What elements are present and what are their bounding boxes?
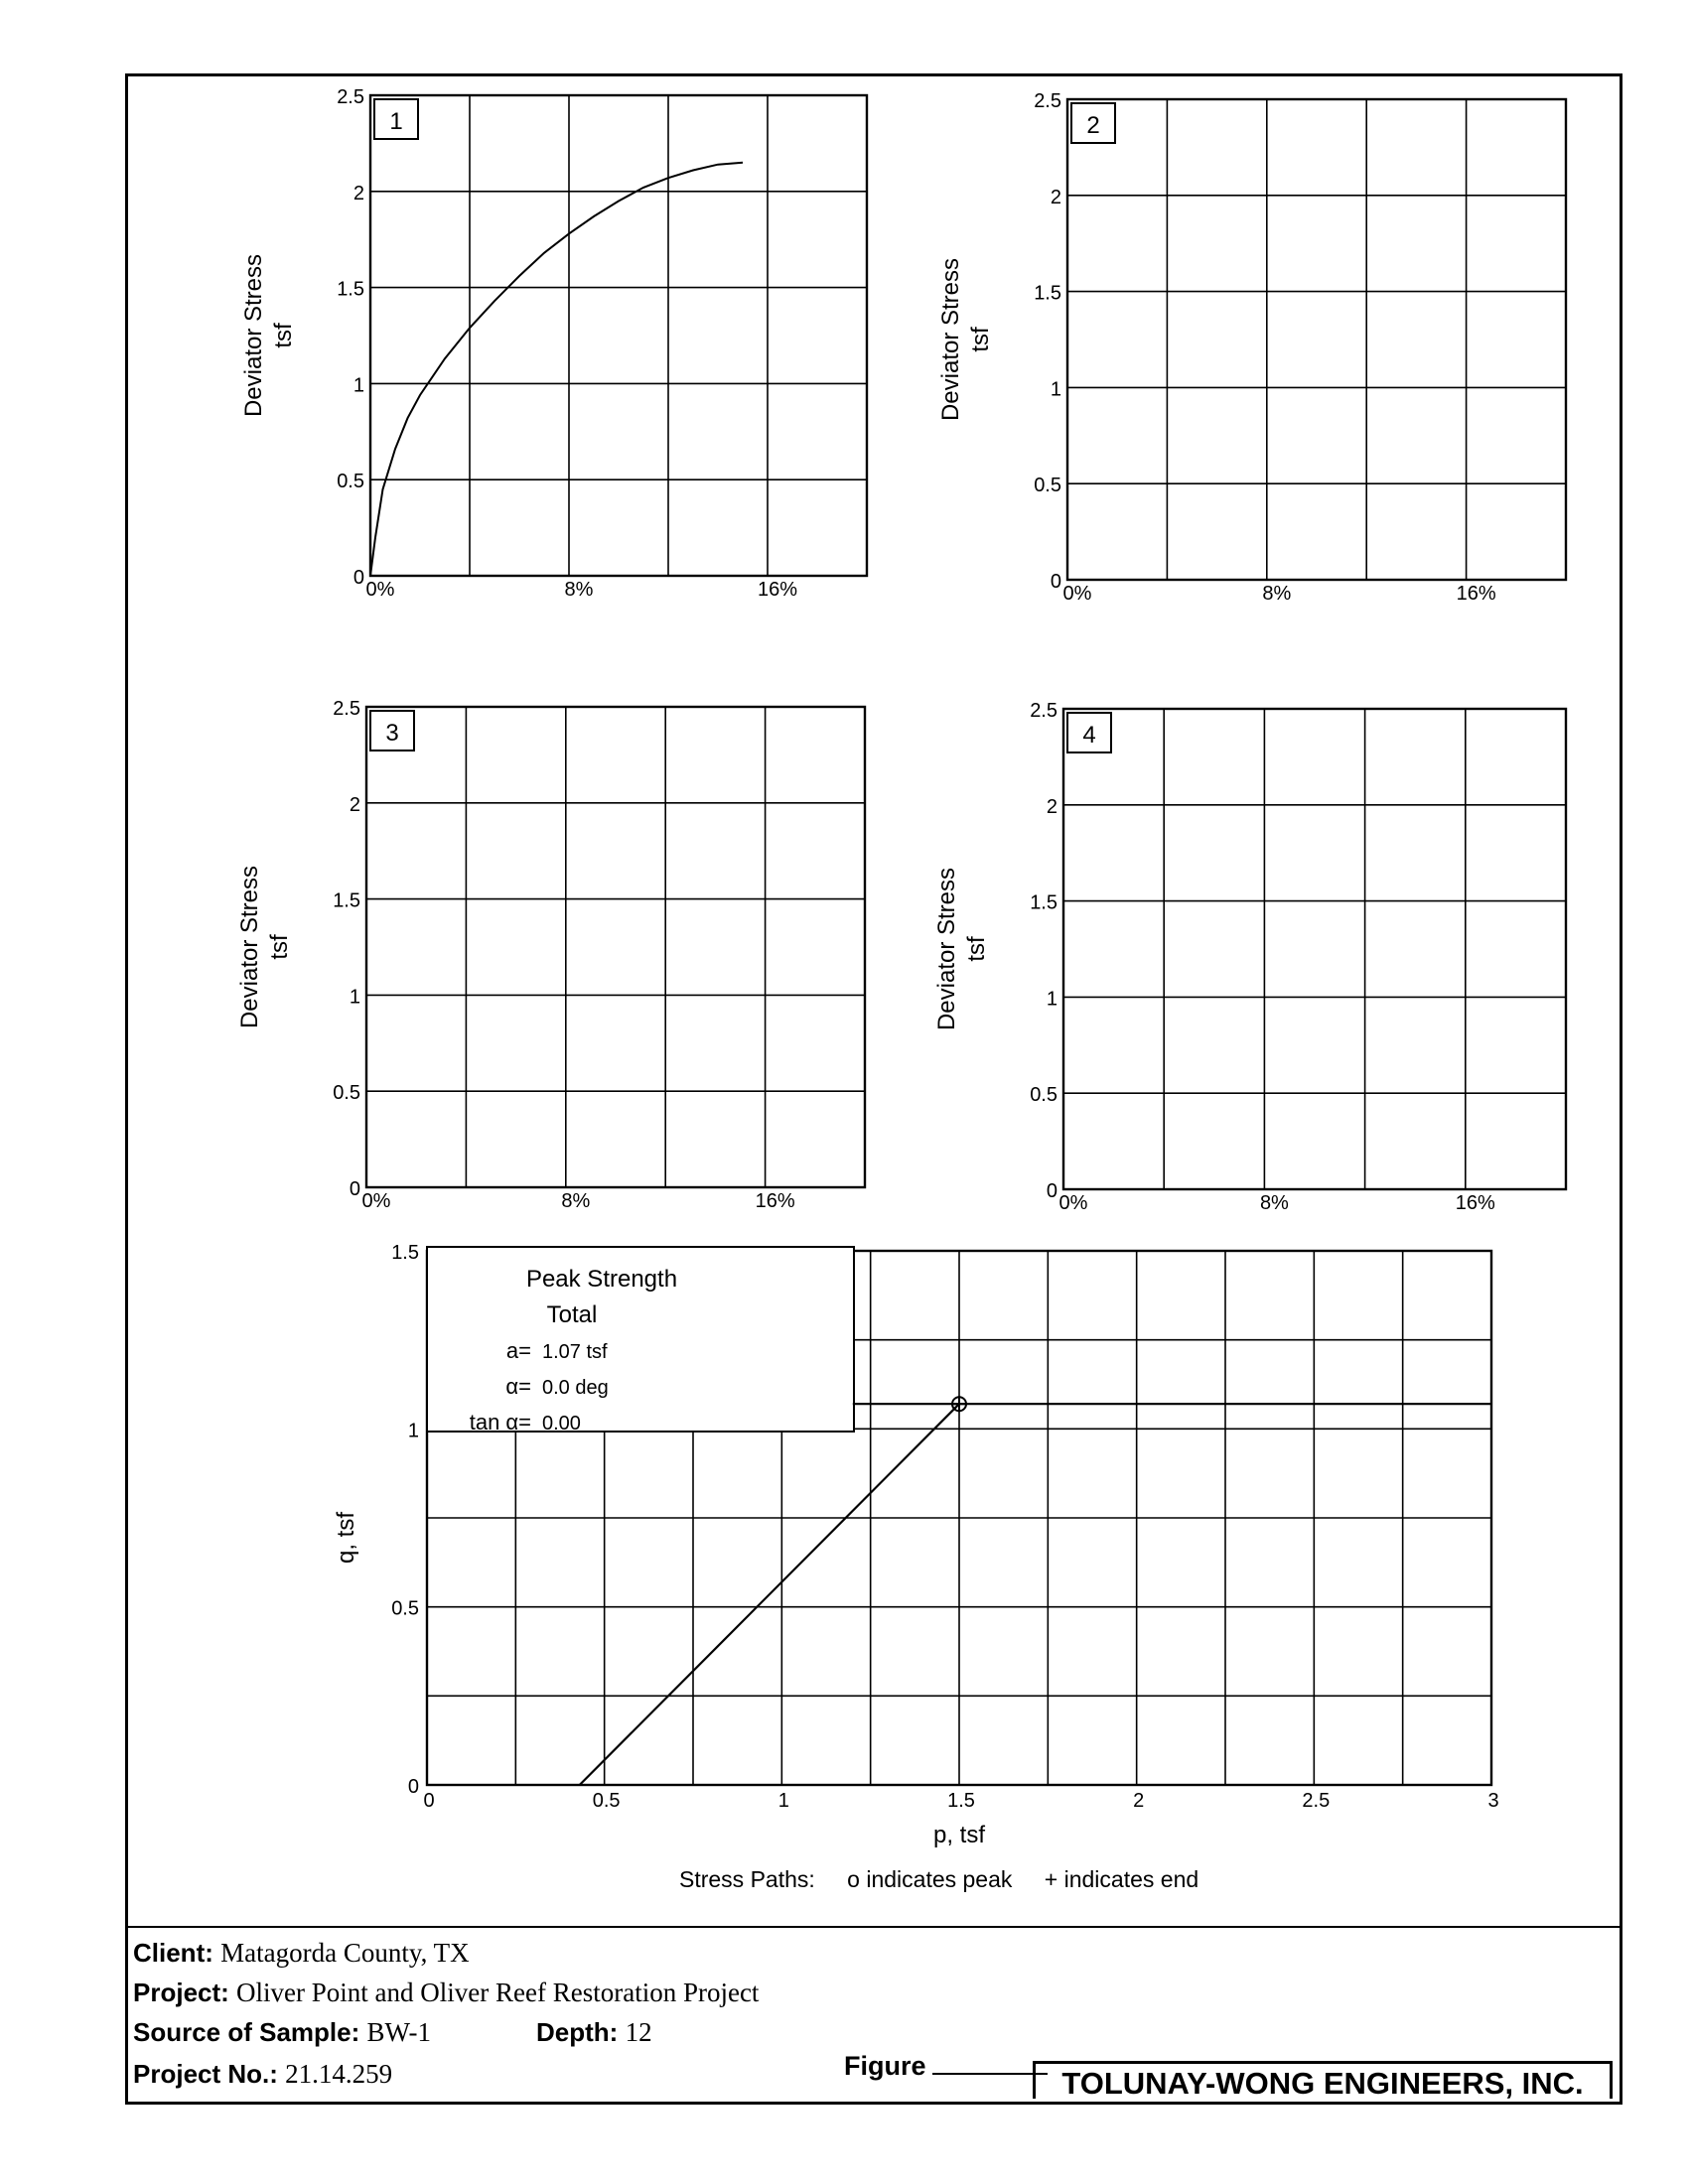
stress-path-xtick: 1 xyxy=(777,1790,789,1812)
panel-3-ytick: 2.5 xyxy=(333,698,360,720)
panel-2-border xyxy=(1067,99,1566,580)
panel-1-ytick: 0 xyxy=(352,567,364,589)
panel-3-xtick: 0% xyxy=(361,1190,391,1212)
stress-path-xtick: 1.5 xyxy=(947,1790,975,1812)
legend-end: + indicates end xyxy=(1044,1866,1199,1892)
panel-4-xtick: 0% xyxy=(1058,1192,1088,1214)
project-number-row xyxy=(133,2059,392,2090)
panel-1-ylabel: Deviator Stress xyxy=(240,253,267,418)
project-row xyxy=(133,1978,759,2008)
strength-title: Peak Strength xyxy=(525,1266,678,1293)
strength-subtitle: Total xyxy=(546,1301,598,1328)
panel-2-xtick: 8% xyxy=(1262,583,1292,605)
panel-4-xtick: 8% xyxy=(1259,1192,1289,1214)
source-value: BW-1 xyxy=(366,2017,432,2047)
panel-4-ylabel: Deviator Stress xyxy=(933,867,960,1031)
panel-1-curve xyxy=(370,163,743,576)
project-value: Oliver Point and Oliver Reef Restoration Project xyxy=(236,1978,760,2007)
project-number-label: Project No.: xyxy=(133,2059,278,2089)
stress-path-line xyxy=(580,1404,959,1785)
panel-1-xtick: 8% xyxy=(564,579,594,601)
panel-1-ytick: 0.5 xyxy=(337,471,364,493)
panel-3-ytick: 1 xyxy=(349,986,360,1009)
figure-label: Figure xyxy=(844,2051,926,2081)
project-number-value: 21.14.259 xyxy=(285,2059,393,2089)
panel-1-ytick: 2.5 xyxy=(337,86,364,108)
panel-4-ytick: 2 xyxy=(1046,795,1058,818)
depth-value: 12 xyxy=(625,2017,652,2047)
depth-label: Depth: xyxy=(536,2017,619,2047)
strength-row-value: 0.0 deg xyxy=(542,1377,609,1399)
figure-blank xyxy=(932,2051,1048,2075)
panel-2-ylabel: Deviator Stress xyxy=(937,257,964,422)
stress-path-ytick: 0 xyxy=(407,1776,419,1798)
panel-4-number: 4 xyxy=(1082,722,1096,749)
panel-1-ytick: 1 xyxy=(352,374,364,397)
panel-4-border xyxy=(1063,709,1566,1189)
panel-1-ytick: 1.5 xyxy=(337,278,364,301)
client-value: Matagorda County, TX xyxy=(220,1938,470,1968)
panel-1-number: 1 xyxy=(389,108,403,135)
panel-3-ytick: 2 xyxy=(349,793,360,816)
strength-row-label: a= xyxy=(505,1338,531,1363)
stress-path-ytick: 1.5 xyxy=(391,1242,419,1264)
source-row xyxy=(133,2017,431,2048)
stress-path-xtick: 0.5 xyxy=(592,1790,621,1812)
strength-row-label: α= xyxy=(505,1374,531,1399)
panel-3-xtick: 8% xyxy=(561,1190,591,1212)
strength-row-value: 1.07 tsf xyxy=(542,1341,608,1363)
panel-3-ytick: 0.5 xyxy=(333,1082,360,1105)
panel-1-xtick: 0% xyxy=(365,579,395,601)
panel-4-ytick: 2.5 xyxy=(1030,700,1058,722)
stress-path-ytick: 1 xyxy=(407,1420,419,1442)
panel-2-ytick: 1.5 xyxy=(1034,282,1061,305)
stress-path-xtick: 2.5 xyxy=(1302,1790,1331,1812)
panel-3-ylabel: Deviator Stress xyxy=(236,865,263,1029)
panel-4-yunit: tsf xyxy=(963,936,990,962)
panel-2-ytick: 0 xyxy=(1050,571,1061,593)
stress-path-xtick: 3 xyxy=(1487,1790,1499,1812)
legend-prefix: Stress Paths: xyxy=(679,1866,815,1892)
panel-1-xtick: 16% xyxy=(757,579,798,601)
strength-row-value: 0.00 xyxy=(542,1413,581,1434)
panel-3-number: 3 xyxy=(385,720,399,747)
panel-3-xtick: 16% xyxy=(755,1190,795,1212)
project-label: Project: xyxy=(133,1978,229,2007)
panel-1-yunit: tsf xyxy=(270,323,297,348)
panel-4-ytick: 1.5 xyxy=(1030,891,1058,914)
company-name: TOLUNAY-WONG ENGINEERS, INC. xyxy=(1033,2061,1613,2099)
stress-path-xtick: 2 xyxy=(1133,1790,1145,1812)
title-block xyxy=(125,1926,1622,2105)
title-block-divider xyxy=(125,1926,1622,1928)
panel-1-ytick: 2 xyxy=(352,182,364,205)
panel-4-ytick: 0 xyxy=(1046,1180,1058,1202)
panel-3-ytick: 0 xyxy=(349,1178,360,1200)
client-label: Client: xyxy=(133,1938,213,1968)
panel-4-ytick: 1 xyxy=(1046,988,1058,1011)
panel-2-ytick: 0.5 xyxy=(1034,475,1061,497)
source-label: Source of Sample: xyxy=(133,2017,360,2047)
panel-3-yunit: tsf xyxy=(266,934,293,960)
panel-2-ytick: 2.5 xyxy=(1034,90,1061,112)
legend-peak: o indicates peak xyxy=(847,1866,1013,1892)
panel-2-xtick: 0% xyxy=(1062,583,1092,605)
panel-4-xtick: 16% xyxy=(1455,1192,1495,1214)
stress-path-ylabel: q, tsf xyxy=(333,1511,359,1565)
figure-field xyxy=(844,2051,1048,2082)
client-row xyxy=(133,1938,470,1969)
panel-2-ytick: 2 xyxy=(1050,186,1061,208)
panel-3-border xyxy=(366,707,865,1187)
panel-2-yunit: tsf xyxy=(967,327,994,352)
stress-path-legend xyxy=(679,1866,1224,1893)
depth-row xyxy=(536,2017,652,2048)
panel-4-ytick: 0.5 xyxy=(1030,1084,1058,1107)
stress-path-xlabel: p, tsf xyxy=(932,1822,986,1848)
panel-2-xtick: 16% xyxy=(1456,583,1496,605)
panel-3-ytick: 1.5 xyxy=(333,889,360,912)
panel-1-border xyxy=(370,95,867,576)
panel-2-ytick: 1 xyxy=(1050,378,1061,401)
stress-path-xtick: 0 xyxy=(423,1790,435,1812)
panel-2-number: 2 xyxy=(1086,112,1100,139)
stress-path-ytick: 0.5 xyxy=(391,1597,419,1620)
strength-row-label: tan α= xyxy=(469,1410,531,1434)
